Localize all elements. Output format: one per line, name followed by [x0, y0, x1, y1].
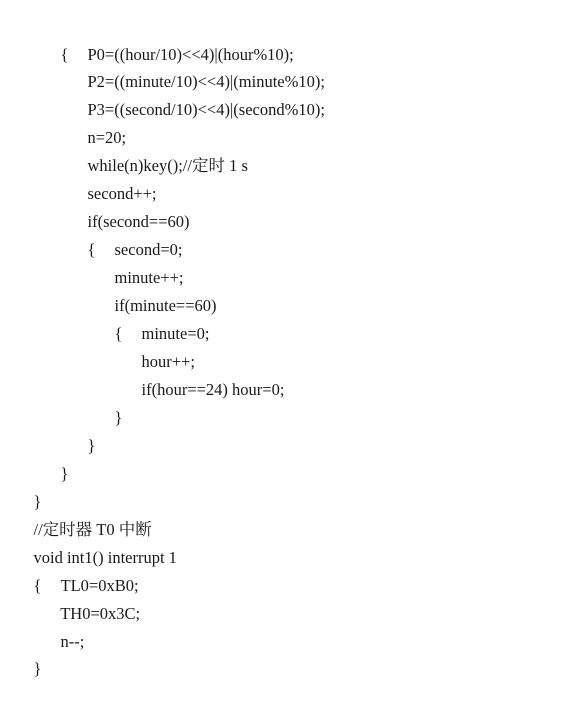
code-text: while(n)key();//定时 1 s: [87, 156, 248, 175]
code-brace: }: [114, 408, 123, 427]
code-line: [17, 461, 42, 511]
code-text: TH0=0x3C;: [60, 604, 141, 623]
code-line: [98, 237, 184, 287]
code-comment: //定时器 T0 中断: [33, 520, 152, 539]
code-brace: {: [114, 324, 123, 343]
code-text: P2=((minute/10)<<4)|(minute%10);: [87, 72, 325, 91]
code-text: if(minute==60): [114, 296, 217, 315]
code-line: [71, 181, 190, 231]
code-text: P0=((hour/10)<<4)|(hour%10);: [87, 45, 294, 64]
code-line: [17, 628, 42, 678]
code-text: second++;: [87, 184, 157, 203]
code-brace: }: [87, 436, 96, 455]
code-line: [71, 41, 325, 91]
code-line: [44, 601, 85, 651]
code-text: if(hour==24) hour=0;: [141, 380, 285, 399]
code-text: n--;: [60, 632, 85, 651]
code-line: [71, 125, 248, 175]
code-line: [98, 377, 123, 427]
code-text: minute=0;: [141, 324, 210, 343]
code-line: [17, 545, 139, 595]
code-line: [98, 293, 210, 343]
code-text: P3=((second/10)<<4)|(second%10);: [87, 100, 325, 119]
code-line: [125, 349, 285, 399]
code-line: [71, 209, 183, 259]
code-text: if(second==60): [87, 212, 190, 231]
code-line: [17, 489, 152, 539]
code-text: minute++;: [114, 268, 184, 287]
code-line: [71, 97, 127, 147]
code-line: [125, 321, 195, 371]
code-brace: {: [60, 45, 69, 64]
code-text: second=0;: [114, 240, 183, 259]
code-line: [71, 153, 157, 203]
code-line: [44, 573, 141, 623]
code-brace: {: [87, 240, 96, 259]
code-line: [98, 265, 217, 315]
code-brace: }: [33, 492, 42, 511]
code-line: [71, 405, 96, 455]
code-line: [17, 517, 177, 567]
code-text: n=20;: [87, 128, 127, 147]
code-line: [44, 14, 294, 64]
code-brace: }: [60, 464, 69, 483]
code-brace: {: [33, 576, 42, 595]
code-line: [71, 69, 325, 119]
code-line: [44, 433, 69, 483]
code-text: void int1() interrupt 1: [33, 548, 177, 567]
code-text: TL0=0xB0;: [60, 576, 139, 595]
code-text: hour++;: [141, 352, 195, 371]
code-brace: }: [33, 659, 42, 678]
